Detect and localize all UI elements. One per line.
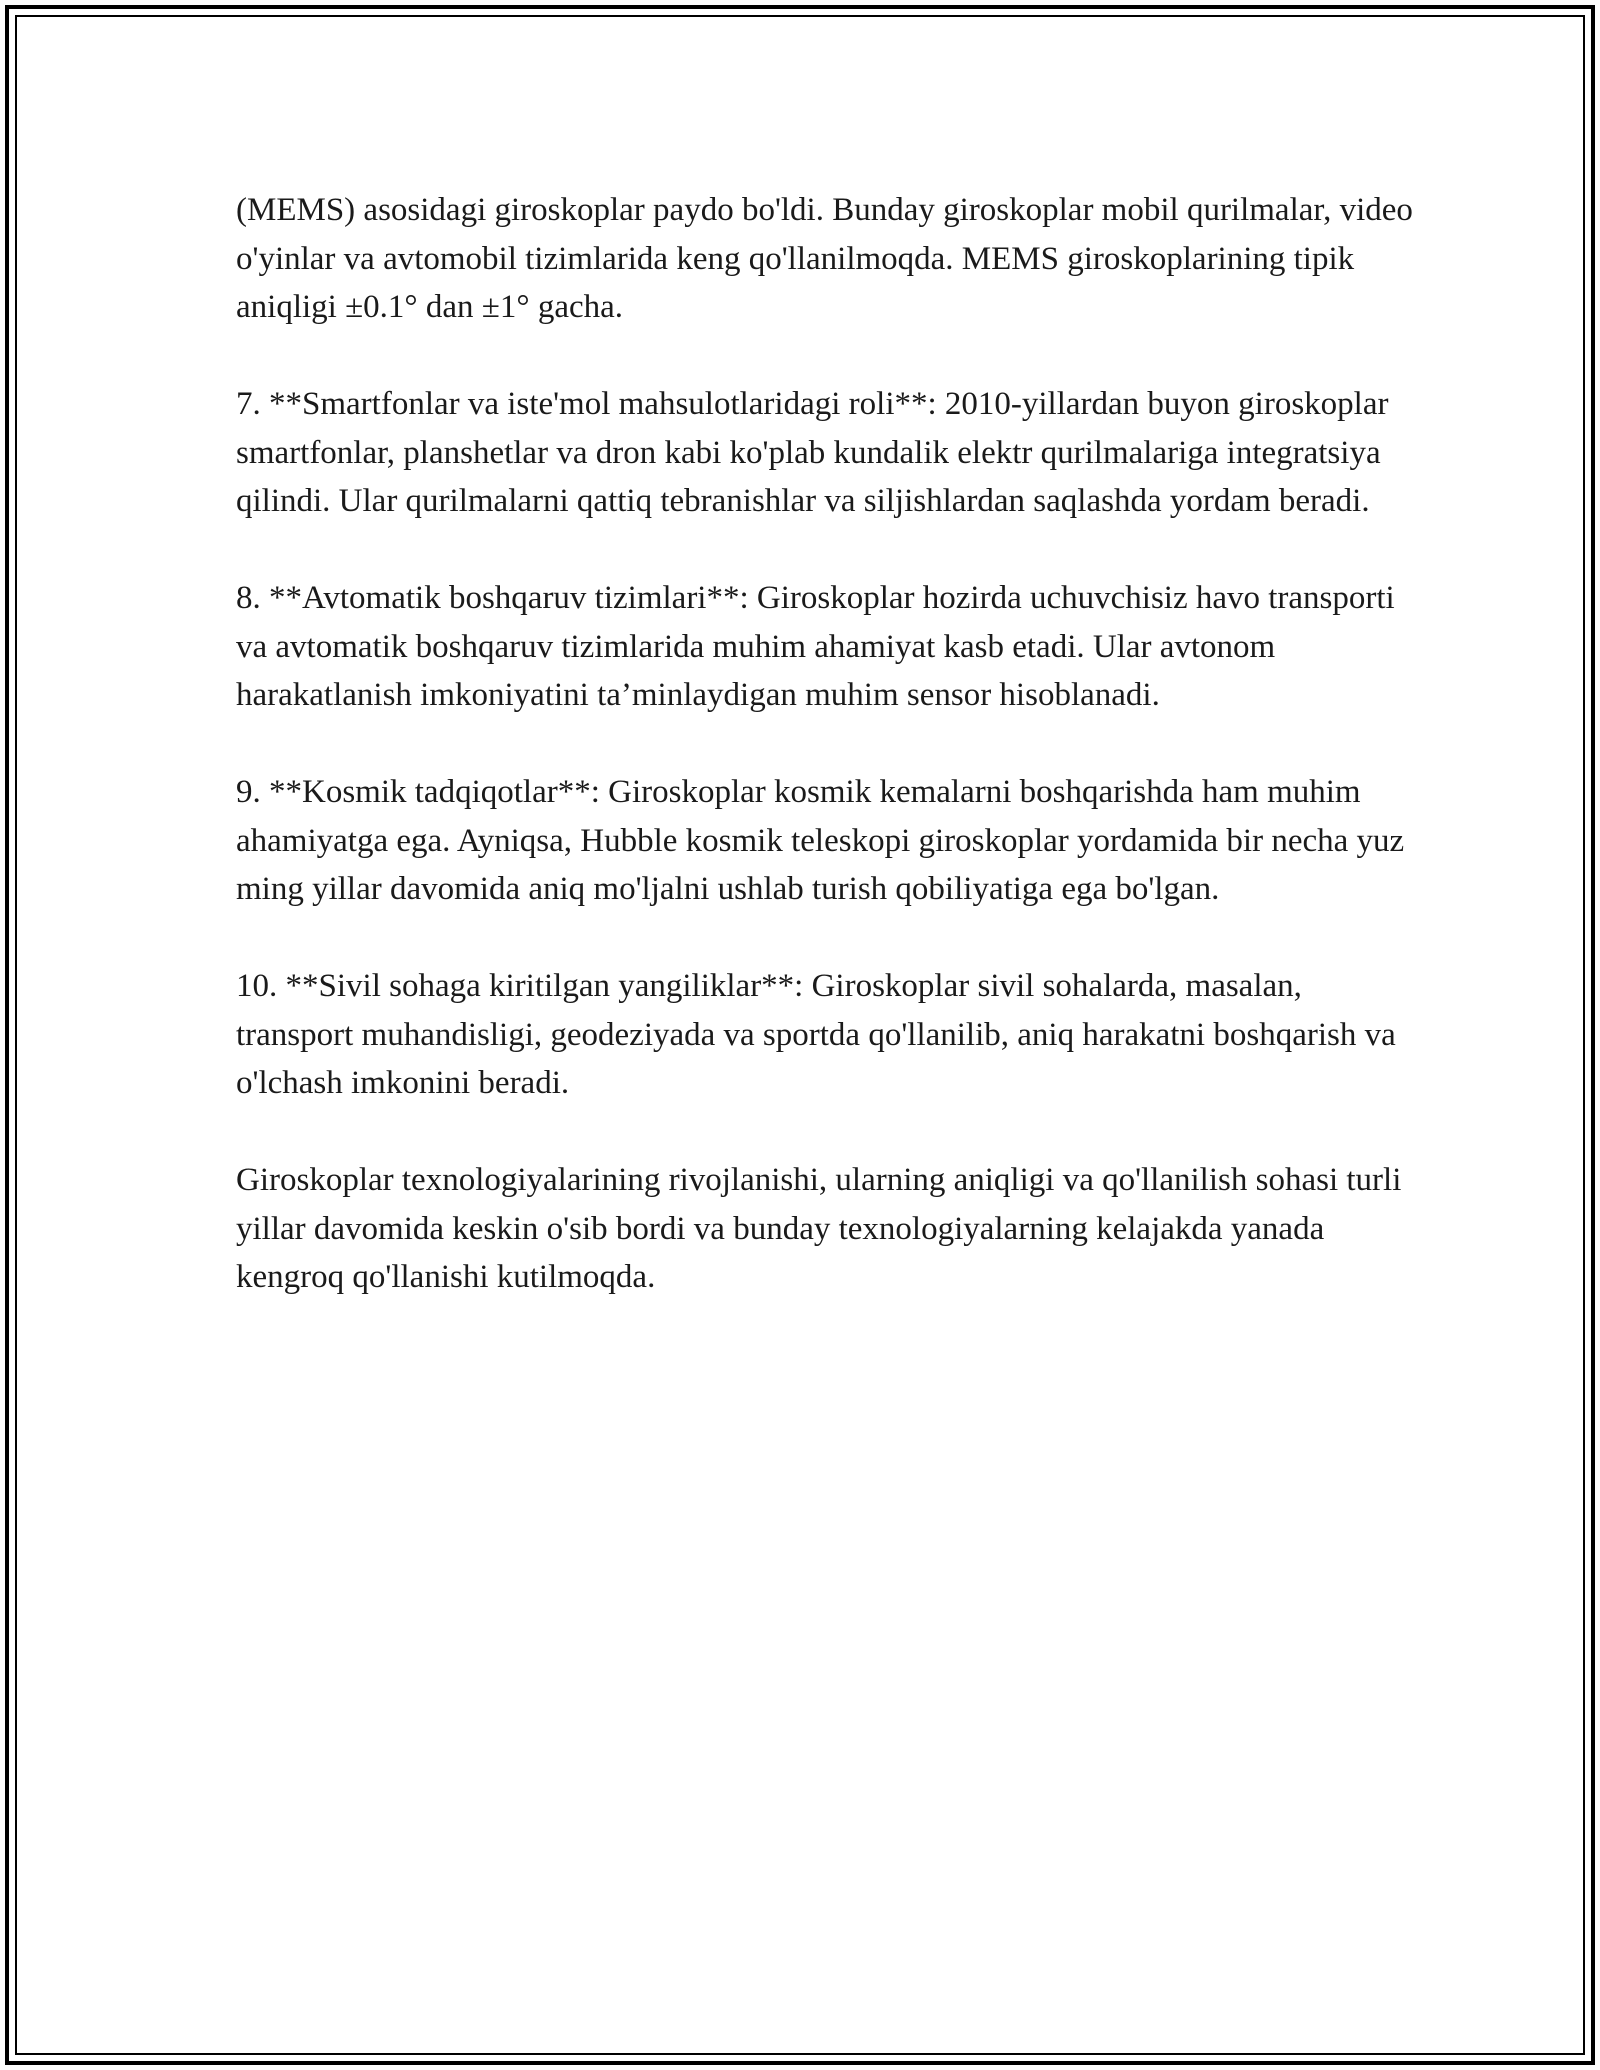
document-body xyxy=(236,186,1416,1302)
paragraph-item-7-smartphones: 7. **Smartfonlar va iste'mol mahsulotlaridagi roli**: 2010-yillardan buyon giroskoplar smartfonlar, planshetlar va dron kabi ko'plab kundalik elektr qurilmalariga integratsiya qilindi. Ular qurilmalarni qattiq tebranishlar va siljishlardan saqlashda yordam beradi. xyxy=(236,386,1389,519)
paragraph-conclusion: Giroskoplar texnologiyalarining rivojlanishi, ularning aniqligi va qo'llanilish sohasi turli yillar davomida keskin o'sib bordi va bunday texnologiyalarning kelajakda yanada kengroq qo'llanishi kutilmoqda. xyxy=(236,1162,1402,1295)
paragraph-item-8-automatic-control: 8. **Avtomatik boshqaruv tizimlari**: Giroskoplar hozirda uchuvchisiz havo transporti va avtomatik boshqaruv tizimlarida muhim ahamiyat kasb etadi. Ular avtonom harakatlanish imkoniyatini ta’minlaydigan muhim sensor hisoblanadi. xyxy=(236,580,1395,713)
paragraph-item-10-civil-innovations: 10. **Sivil sohaga kiritilgan yangiliklar**: Giroskoplar sivil sohalarda, masalan, transport muhandisligi, geodeziyada va sportda qo'llanilib, aniq harakatni boshqarish va o'lchash imkonini beradi. xyxy=(236,968,1396,1101)
paragraph-mems-intro: (MEMS) asosidagi giroskoplar paydo bo'ldi. Bunday giroskoplar mobil qurilmalar, video o'yinlar va avtomobil tizimlarida keng qo'llanilmoqda. MEMS giroskoplarining tipik aniqligi ±0.1° dan ±1° gacha. xyxy=(236,192,1413,325)
paragraph-item-9-space-research: 9. **Kosmik tadqiqotlar**: Giroskoplar kosmik kemalarni boshqarishda ham muhim ahamiyatga ega. Ayniqsa, Hubble kosmik teleskopi giroskoplar yordamida bir necha yuz ming yillar davomida aniq mo'ljalni ushlab turish qobiliyatiga ega bo'lgan. xyxy=(236,774,1405,907)
